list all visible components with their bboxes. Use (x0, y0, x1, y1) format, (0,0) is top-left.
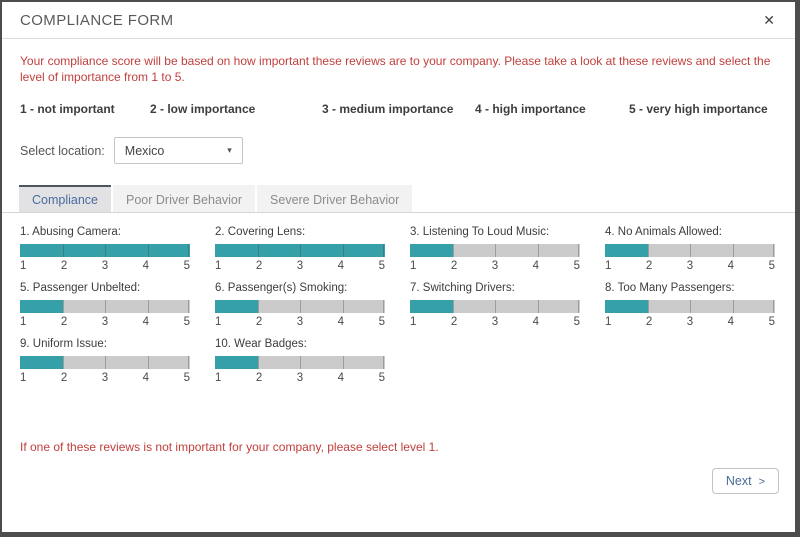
slider-tick (453, 300, 454, 313)
slider-group (20, 282, 190, 328)
slider-label: 9. Uniform Issue: (20, 338, 107, 351)
slider-fill (215, 300, 258, 313)
slider-scale (410, 260, 580, 272)
legend-item: 2 - low importance (150, 102, 256, 117)
slider-scale-number: 3 (296, 260, 304, 273)
slider-scale (215, 316, 385, 328)
slider-scale-number: 4 (727, 316, 735, 329)
tab-poor-driver-behavior[interactable]: Poor Driver Behavior (113, 185, 255, 212)
importance-slider[interactable] (410, 244, 580, 257)
slider-scale-number: 1 (215, 372, 222, 385)
slider-tick (188, 356, 189, 369)
slider-scale-number: 5 (378, 260, 385, 273)
slider-scale-number: 3 (101, 372, 109, 385)
slider-tick (538, 244, 539, 257)
slider-tick (648, 300, 649, 313)
importance-slider[interactable] (605, 300, 775, 313)
slider-label: 4. No Animals Allowed: (605, 226, 722, 239)
slider-tick (690, 300, 691, 313)
slider-fill (20, 300, 63, 313)
tab-strip (2, 185, 795, 213)
slider-scale-number: 4 (727, 260, 735, 273)
slider-scale-number: 4 (337, 260, 345, 273)
slider-scale-number: 5 (183, 316, 190, 329)
slider-tick (258, 300, 259, 313)
slider-scale (215, 372, 385, 384)
instruction-text-top: Your compliance score will be based on how important these reviews are to your company. Please take a look at these reviews and select the level of importance from 1 to 5. (20, 54, 771, 84)
slider-tick (578, 244, 579, 257)
importance-slider[interactable] (215, 356, 385, 369)
slider-tick (188, 244, 189, 257)
slider-scale-number: 3 (101, 316, 109, 329)
slider-tick (188, 300, 189, 313)
slider-group (410, 282, 580, 328)
slider-scale-number: 1 (410, 316, 417, 329)
slider-scale (605, 260, 775, 272)
slider-tick (495, 300, 496, 313)
next-button[interactable] (712, 468, 779, 494)
slider-scale-number: 4 (337, 316, 345, 329)
slider-tick (733, 300, 734, 313)
slider-group (605, 282, 775, 328)
slider-scale-number: 3 (686, 316, 694, 329)
slider-scale-number: 2 (645, 260, 653, 273)
slider-scale (20, 260, 190, 272)
importance-slider[interactable] (20, 244, 190, 257)
tab-severe-driver-behavior[interactable]: Severe Driver Behavior (257, 185, 412, 212)
slider-scale-number: 2 (60, 316, 68, 329)
slider-scale-number: 4 (532, 316, 540, 329)
slider-tick (63, 356, 64, 369)
slider-group (215, 282, 385, 328)
slider-tick (300, 300, 301, 313)
slider-scale-number: 3 (686, 260, 694, 273)
importance-slider[interactable] (215, 300, 385, 313)
slider-scale-number: 3 (296, 372, 304, 385)
slider-tick (383, 244, 384, 257)
slider-tick (63, 244, 64, 257)
slider-tick (105, 300, 106, 313)
legend-item: 4 - high importance (475, 102, 586, 117)
slider-tick (383, 300, 384, 313)
slider-group (20, 338, 190, 384)
slider-scale-number: 4 (142, 372, 150, 385)
slider-scale-number: 2 (645, 316, 653, 329)
slider-label: 1. Abusing Camera: (20, 226, 122, 239)
next-button-label: Next (725, 474, 752, 488)
slider-scale-number: 3 (101, 260, 109, 273)
slider-label: 3. Listening To Loud Music: (410, 226, 550, 239)
slider-fill (605, 300, 648, 313)
slider-scale-number: 2 (450, 316, 458, 329)
importance-slider[interactable] (20, 300, 190, 313)
slider-tick (105, 356, 106, 369)
instruction-text-bottom: If one of these reviews is not important for your company, please select level 1. (20, 440, 439, 454)
slider-tick (148, 300, 149, 313)
slider-tick (453, 244, 454, 257)
slider-grid (20, 226, 777, 384)
importance-legend (20, 102, 777, 116)
slider-scale-number: 1 (605, 260, 612, 273)
slider-tick (773, 244, 774, 257)
slider-tick (63, 300, 64, 313)
chevron-right-icon: > (758, 476, 765, 488)
slider-scale-number: 5 (378, 372, 385, 385)
slider-scale-number: 4 (532, 260, 540, 273)
slider-scale-number: 2 (60, 372, 68, 385)
slider-scale-number: 1 (20, 316, 27, 329)
slider-label: 6. Passenger(s) Smoking: (215, 282, 348, 295)
slider-tick (733, 244, 734, 257)
slider-scale-number: 4 (337, 372, 345, 385)
slider-scale-number: 5 (378, 316, 385, 329)
slider-scale (215, 260, 385, 272)
slider-scale-number: 2 (255, 316, 263, 329)
slider-scale-number: 2 (450, 260, 458, 273)
slider-scale-number: 3 (296, 316, 304, 329)
slider-group (410, 226, 580, 272)
dialog-footer (712, 468, 779, 494)
slider-tick (105, 244, 106, 257)
slider-tick (300, 244, 301, 257)
slider-group (20, 226, 190, 272)
legend-item: 5 - very high importance (629, 102, 768, 117)
slider-scale-number: 1 (605, 316, 612, 329)
slider-label: 10. Wear Badges: (215, 338, 307, 351)
slider-tick (690, 244, 691, 257)
slider-scale-number: 5 (573, 260, 580, 273)
slider-tick (495, 244, 496, 257)
slider-scale-number: 5 (768, 316, 775, 329)
slider-tick (148, 356, 149, 369)
slider-tick (383, 356, 384, 369)
slider-scale-number: 3 (491, 260, 499, 273)
importance-slider[interactable] (215, 244, 385, 257)
slider-label: 2. Covering Lens: (215, 226, 306, 239)
importance-slider[interactable] (410, 300, 580, 313)
slider-scale-number: 1 (410, 260, 417, 273)
slider-label: 8. Too Many Passengers: (605, 282, 735, 295)
slider-scale (410, 316, 580, 328)
slider-scale-number: 5 (183, 260, 190, 273)
slider-fill (410, 300, 453, 313)
location-dropdown[interactable] (114, 137, 243, 164)
legend-item: 1 - not important (20, 102, 115, 117)
location-row (20, 137, 777, 164)
slider-fill (605, 244, 648, 257)
slider-group (215, 338, 385, 384)
slider-tick (300, 356, 301, 369)
slider-scale-number: 2 (60, 260, 68, 273)
slider-scale-number: 5 (183, 372, 190, 385)
slider-group (605, 226, 775, 272)
slider-scale-number: 1 (20, 260, 27, 273)
slider-group (215, 226, 385, 272)
tab-compliance[interactable]: Compliance (19, 185, 111, 212)
dialog-title: COMPLIANCE FORM (20, 11, 174, 29)
legend-item: 3 - medium importance (322, 102, 454, 117)
slider-label: 7. Switching Drivers: (410, 282, 515, 295)
slider-label: 5. Passenger Unbelted: (20, 282, 141, 295)
slider-scale-number: 4 (142, 260, 150, 273)
slider-tick (148, 244, 149, 257)
slider-tick (258, 244, 259, 257)
slider-tick (258, 356, 259, 369)
slider-fill (20, 356, 63, 369)
slider-tick (773, 300, 774, 313)
slider-tick (343, 244, 344, 257)
slider-fill (410, 244, 453, 257)
select-location-label: Select location: (20, 143, 105, 158)
slider-tick (343, 300, 344, 313)
close-icon[interactable]: ✕ (763, 12, 775, 28)
slider-scale (20, 316, 190, 328)
slider-scale-number: 1 (215, 260, 222, 273)
slider-tick (538, 300, 539, 313)
slider-scale-number: 5 (768, 260, 775, 273)
slider-scale-number: 2 (255, 372, 263, 385)
chevron-down-icon: ▾ (227, 145, 232, 156)
slider-scale-number: 4 (142, 316, 150, 329)
dialog-titlebar (2, 2, 795, 39)
slider-scale-number: 1 (215, 316, 222, 329)
slider-scale (20, 372, 190, 384)
slider-scale (605, 316, 775, 328)
slider-fill (215, 356, 258, 369)
importance-slider[interactable] (605, 244, 775, 257)
slider-scale-number: 5 (573, 316, 580, 329)
slider-scale-number: 1 (20, 372, 27, 385)
slider-tick (578, 300, 579, 313)
location-dropdown-value: Mexico (124, 143, 165, 158)
slider-tick (343, 356, 344, 369)
importance-slider[interactable] (20, 356, 190, 369)
slider-scale-number: 2 (255, 260, 263, 273)
slider-tick (648, 244, 649, 257)
slider-scale-number: 3 (491, 316, 499, 329)
